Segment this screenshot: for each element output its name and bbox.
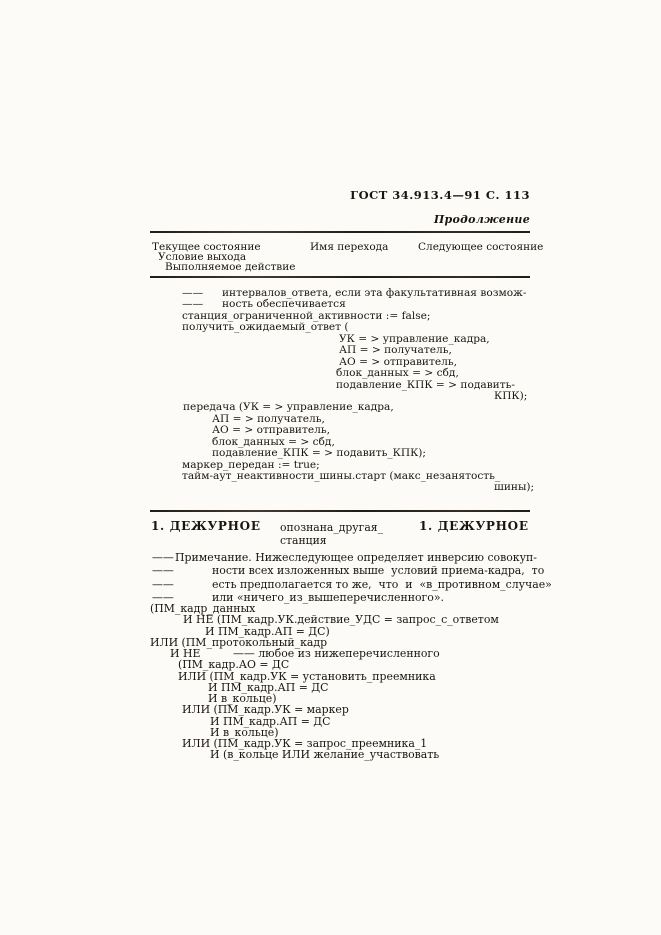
continuation-label: Продолжение — [433, 213, 530, 226]
column-header-transition-name: Имя перехода — [310, 241, 389, 253]
condition-pseudocode-block — [150, 602, 550, 760]
condition-line — [150, 658, 550, 672]
text-segment: —— — [182, 287, 204, 299]
text-segment: АП = > получатель, — [212, 412, 325, 425]
text-segment: передача (УК = > управление_кадра, — [183, 401, 394, 414]
text-segment: (ПМ_кадр.АО = ДС — [178, 658, 290, 672]
action-line — [150, 321, 550, 332]
page-header-gost-number: ГОСТ 34.913.4—91 С. 113 — [350, 188, 530, 202]
text-segment: —— — [152, 551, 174, 564]
text-segment: блок_данных = > сбд, — [336, 367, 459, 380]
action-line — [150, 287, 550, 298]
current-state-cell: 1. ДЕЖУРНОЕ — [151, 519, 261, 533]
action-line — [150, 401, 550, 412]
text-segment: —— — [152, 577, 174, 591]
text-segment: —— — [152, 591, 174, 605]
condition-line — [150, 737, 550, 748]
horizontal-rule-row-separator — [150, 510, 530, 512]
text-segment: получить_ожидаемый_ответ ( — [182, 321, 349, 334]
text-segment: ность обеспечивается — [222, 298, 346, 311]
text-segment: станция_ограниченной_активности := false; — [182, 309, 431, 322]
text-segment: И ПМ_кадр.АП = ДС — [208, 680, 329, 694]
condition-line — [150, 726, 550, 737]
column-header-performed-action: Выполняемое действие — [165, 261, 296, 273]
next-state-cell: 1. ДЕЖУРНОЕ — [419, 519, 529, 533]
note-line — [150, 578, 550, 591]
text-segment: КПК); — [494, 389, 528, 402]
condition-line — [150, 647, 550, 658]
horizontal-rule-header-separator — [150, 276, 530, 278]
text-segment: (ПМ_кадр_данных — [150, 602, 256, 615]
text-segment: И НЕ — [170, 647, 201, 660]
action-line — [150, 424, 550, 435]
action-line — [150, 459, 550, 470]
action-continuation-block — [150, 287, 550, 493]
action-line — [150, 333, 550, 344]
condition-line — [150, 670, 550, 681]
text-segment: И ПМ_кадр.АП = ДС — [210, 714, 331, 728]
action-line — [150, 481, 550, 492]
text-segment: подавление_КПК = > подавить_КПК); — [212, 447, 426, 460]
text-segment: тайм-аут_неактивности_шины.старт (макс_незанятость_ — [182, 470, 501, 482]
condition-line — [150, 715, 550, 726]
condition-line — [150, 602, 550, 613]
text-segment: УК = > управление_кадра, — [339, 332, 490, 345]
action-line — [150, 298, 550, 309]
column-header-current-state: Текущее состояние — [152, 241, 261, 253]
action-line — [150, 470, 550, 481]
note-line — [150, 551, 550, 564]
action-line — [150, 344, 550, 355]
column-header-next-state: Следующее состояние — [418, 241, 544, 253]
condition-line — [150, 703, 550, 717]
text-segment: ИЛИ (ПМ_протокольный_кадр — [150, 635, 328, 649]
column-header-exit-condition: Условие выхода — [158, 251, 247, 263]
text-segment: —— — [152, 564, 174, 578]
table-header — [150, 241, 544, 275]
text-segment: ИЛИ (ПМ_кадр.УК = запрос_преемника_1 — [182, 737, 428, 750]
text-segment: —— — [182, 298, 204, 311]
text-segment: есть предполагается то же, что и «в_противном_случае» — [212, 577, 552, 591]
action-line — [150, 379, 550, 390]
note-block — [150, 551, 550, 605]
action-line — [150, 367, 550, 378]
condition-line — [150, 613, 550, 627]
action-line — [150, 310, 550, 321]
text-segment: интервалов_ответа, если эта факультативная возмож- — [222, 287, 527, 299]
text-segment: ИЛИ (ПМ_кадр.УК = установить_преемника — [178, 669, 436, 683]
text-segment: И (в_кольце ИЛИ желание_участвовать — [210, 748, 440, 762]
text-segment: —— любое из нижеперечисленного — [233, 647, 440, 660]
action-line — [150, 436, 550, 447]
transition-table-row — [150, 519, 531, 549]
text-segment: или «ничего_из_вышеперечисленного». — [212, 591, 444, 605]
transition-name-cell-line2: станция — [280, 534, 327, 547]
action-line — [150, 356, 550, 367]
note-line — [150, 564, 550, 577]
action-line — [150, 390, 550, 401]
text-segment: АО = > отправитель, — [212, 424, 330, 437]
text-segment: подавление_КПК = > подавить- — [336, 378, 515, 391]
text-segment: Примечание. Нижеследующее определяет инверсию совокуп- — [175, 551, 537, 564]
text-segment: маркер_передан := true; — [182, 458, 320, 471]
text-segment: шины); — [494, 481, 535, 494]
condition-line — [150, 681, 550, 692]
text-segment: И ПМ_кадр.АП = ДС) — [205, 624, 330, 638]
condition-line — [150, 636, 550, 647]
text-segment: АП = > получатель, — [339, 344, 452, 357]
text-segment: ности всех изложенных выше условий приема-кадра, то — [212, 564, 545, 578]
text-segment: И НЕ (ПМ_кадр.УК.действие_УДС = запрос_с_ответом — [183, 613, 499, 627]
text-segment: И в_кольце) — [210, 725, 279, 739]
condition-line — [150, 748, 550, 762]
text-segment: АО = > отправитель, — [339, 355, 457, 368]
transition-name-cell-line1: опознана_другая_ — [280, 521, 383, 534]
action-line — [150, 447, 550, 458]
action-line — [150, 413, 550, 424]
condition-line — [150, 625, 550, 636]
text-segment: блок_данных = > сбд, — [212, 435, 335, 448]
text-segment: И в_кольце) — [208, 692, 277, 705]
condition-line — [150, 692, 550, 703]
text-segment: ИЛИ (ПМ_кадр.УК = маркер — [182, 703, 349, 717]
horizontal-rule-top — [150, 231, 530, 233]
